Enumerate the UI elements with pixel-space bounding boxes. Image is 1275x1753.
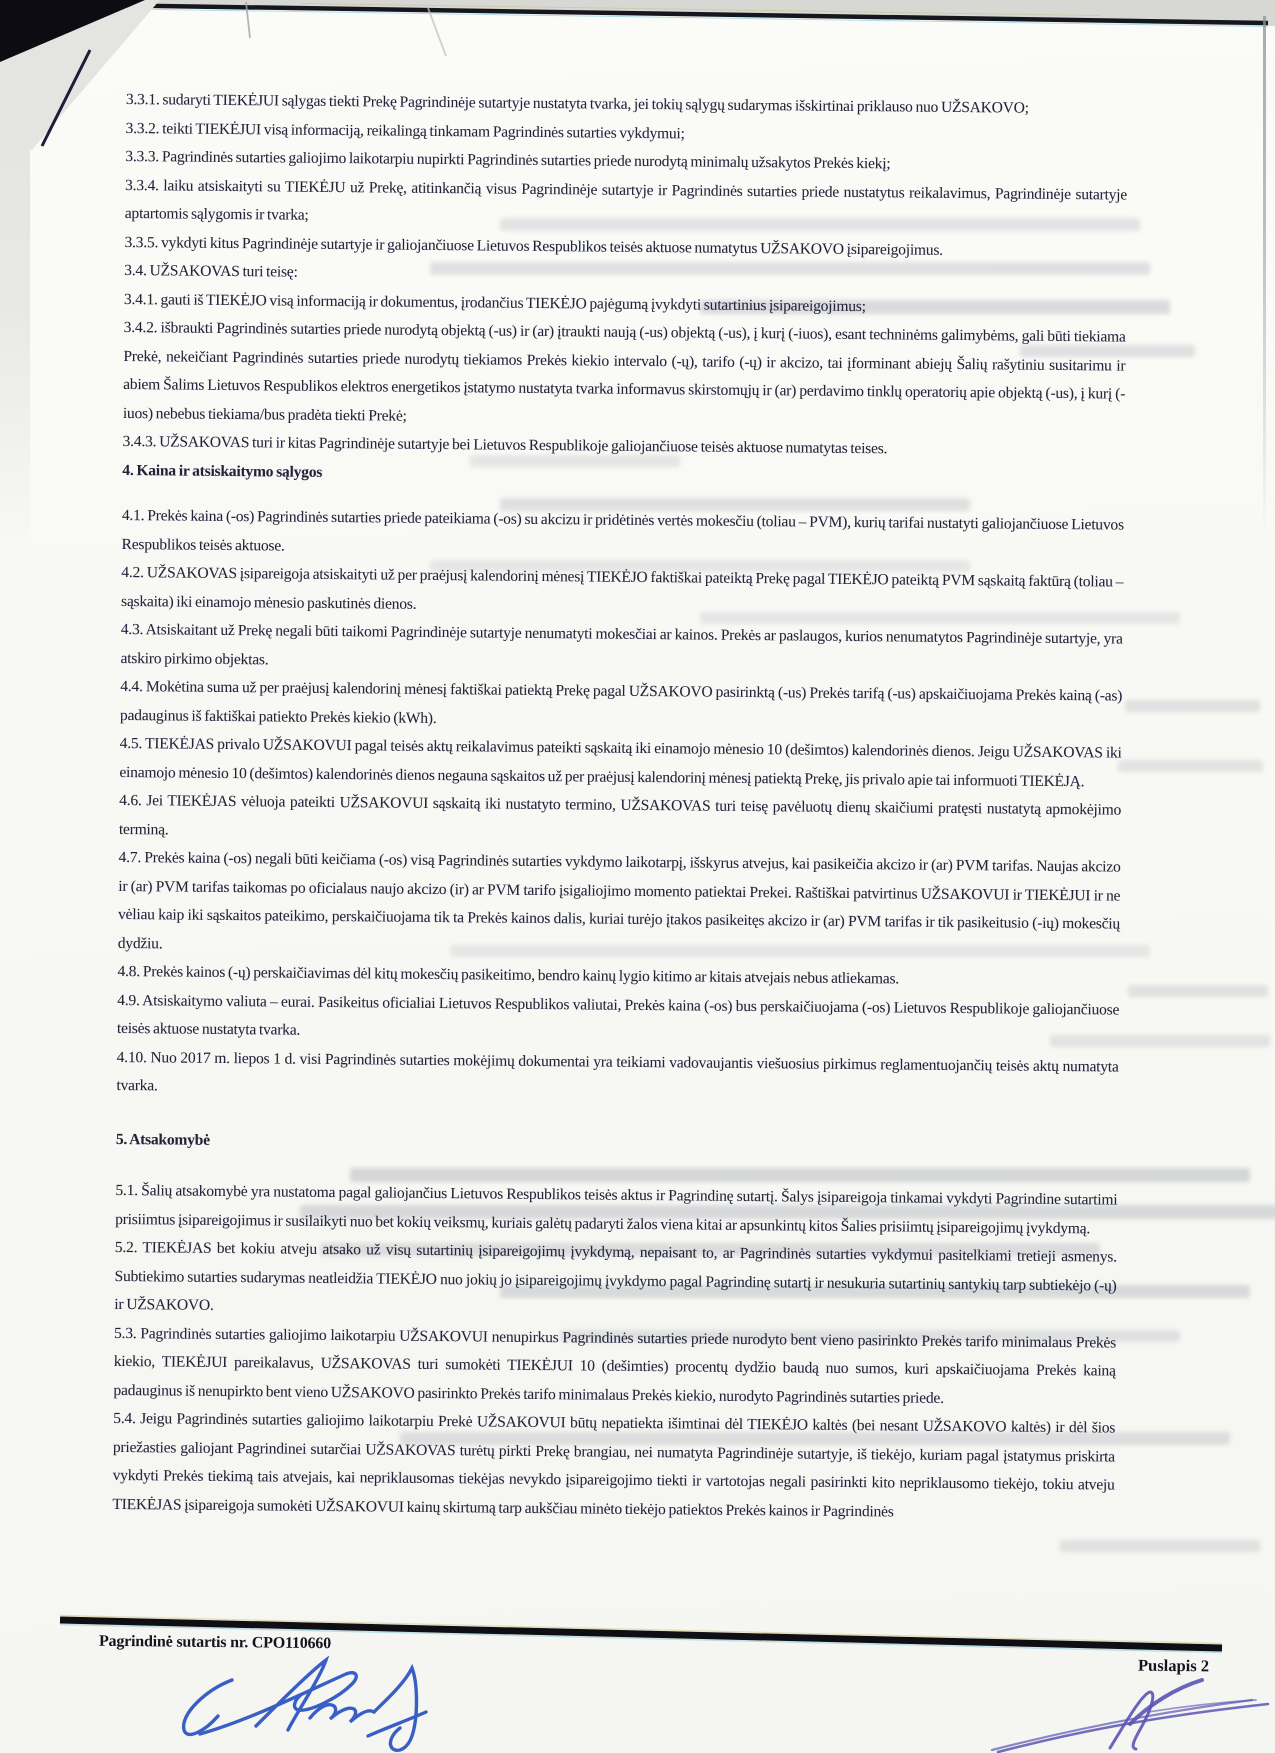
contract-number-label: Pagrindinė sutartis nr. CPO110660: [98, 1632, 332, 1653]
contract-clause: 4.5. TIEKĖJAS privalo UŽSAKOVUI pagal teisės aktų reikalavimus pateikti sąskaitą iki einamojo mėnesio 10 (dešimtos) kalendorinės dienos. Jeigu UŽSAKOVAS iki einamojo mėnesio 10 (dešimtos) kalendorinės dienos negauna sąskaitos už per praėjusį kalendorinį mėnesį patiektą Prekę, jis privalo apie tai informuoti TIEKĖJĄ.: [119, 734, 1122, 790]
contract-clause: 3.4. UŽSAKOVAS turi teisę:: [124, 261, 298, 281]
contract-clause: 3.4.3. UŽSAKOVAS turi ir kitas Pagrindinėje sutartyje bei Lietuvos Respublikoje galiojančiuose teisės aktuose numatytas teises.: [122, 432, 888, 458]
handwritten-signature-left: [160, 1656, 490, 1753]
contract-clause: 5.3. Pagrindinės sutarties galiojimo laikotarpiu UŽSAKOVUI nenupirkus Pagrindinės sutarties priede nurodyto bent vieno pasirinkto Prekės tarifo minimalaus Prekės kiekio, TIEKĖJUI pareikalavus, UŽSAKOVAS turi sumokėti TIEKĖJUI 10 (dešimties) procentų dydžio baudą nuo sumos, kuri apskaičiuojama Prekės kainą padauginus iš nenupirkto bent vieno UŽSAKOVO pasirinkto Prekės tarifo minimalaus Prekės kiekio, nurodyto Pagrindinės sutarties priede.: [113, 1324, 1117, 1407]
contract-clause: 4.1. Prekės kaina (-os) Pagrindinės sutarties priede pateikiama (-os) su akcizu ir pridėtinės vertės mokesčiu (toliau – PVM), kurių tarifai nustatyti galiojančiuose Lietuvos Respublikos teisės aktuose.: [121, 506, 1124, 555]
contract-clause: 3.3.5. vykdyti kitus Pagrindinėje sutartyje ir galiojančiuose Lietuvos Respublikos teisės aktuose numatytus UŽSAKOVO įsipareigojimus.: [124, 233, 943, 259]
bleedthrough-ghost-line: [1128, 985, 1268, 997]
contract-clause: 4.3. Atsiskaitant už Prekę negali būti taikomi Pagrindinėje sutartyje nenumatyti mokesčiai ar kainos. Prekės ar paslaugos, kurios nenumatytos Pagrindinėje sutartyje, yra atskiro pirkimo objektas.: [120, 620, 1123, 668]
contract-clause: 3.4.2. išbraukti Pagrindinės sutarties priede nurodytą objektą (-us) ir (ar) įtraukti naują (-us) objektą (-us), į kurį (-iuos), esant techninėms galimybėms, gali būti tiekiama Prekė, nekeičiant Pagrindinės sutarties priede nurodytų tiekiamos Prekės kiekio intervalo (-ų), tarifo (-ų) ir akcizo, tai įforminant abiejų Šalių rašytiniu susitarimu ir abiem Šalims Lietuvos Respublikos elektros energetikos įstatymo nustatyta tvarka informavus skirstomųjų ir (ar) perdavimo tinklų operatorių apie objektą (-us), į kurį (-iuos) nebebus tiekiama/bus pradėta tiekti Prekė;: [122, 318, 1126, 425]
contract-clause: 4.4. Mokėtina suma už per praėjusį kalendorinį mėnesį faktiškai patiektą Prekę pagal UŽSAKOVO pasirinktą (-us) Prekės tarifą (-us) apskaičiuojama Prekės kainą (-as) padauginus iš faktiškai patiekto Prekės kiekio (kWh).: [119, 677, 1123, 727]
handwritten-signature-right: [990, 1678, 1275, 1753]
contract-body: [112, 86, 1128, 1529]
contract-clause: 3.3.2. teikti TIEKĖJUI visą informaciją, reikalingą tinkamam Pagrindinės sutarties vykdymui;: [125, 119, 685, 142]
contract-clause: 3.3.3. Pagrindinės sutarties galiojimo laikotarpiu nupirkti Pagrindinės sutarties priede nurodytą minimalų užsakytos Prekės kiekį;: [125, 147, 891, 173]
contract-clause: 3.3.4. laiku atsiskaityti su TIEKĖJU už Prekę, atitinkančią visus Pagrindinėje sutartyje ir Pagrindinės sutarties priede nustatytus reikalavimus, Pagrindinėje sutartyje aptartomis sąlygomis ir tvarka;: [124, 176, 1128, 224]
section-heading: 5. Atsakomybė: [115, 1130, 210, 1149]
contract-clause: 3.4.1. gauti iš TIEKĖJO visą informaciją ir dokumentus, įrodančius TIEKĖJO pajėgumą įvykdyti sutartinius įsipareigojimus;: [123, 290, 866, 315]
contract-clause: 4.7. Prekės kaina (-os) negali būti keičiama (-os) visą Pagrindinės sutarties vykdymo laikotarpį, išskyrus atvejus, kai pasikeičia akcizo ir (ar) PVM tarifas. Naujas akcizo ir (ar) PVM tarifas taikomas po oficialaus naujo akcizo (ir) ar PVM tarifo įsigaliojimo momento patiektai Prekei. Raštiškai patvirtinus UŽSAKOVUI ir TIEKĖJUI ir ne vėliau kaip iki sąskaitos pateikimo, perskaičiuojama tik ta Prekės kainos dalis, kuriai turėjo įtakos pasikeitęs akcizo ir (ar) PVM tarifas ir tik pasikeitusio (-ių) mokesčių dydžiu.: [117, 848, 1121, 952]
bleedthrough-ghost-line: [1060, 1540, 1260, 1552]
contract-clause: 4.9. Atsiskaitymo valiuta – eurai. Pasikeitus oficialiai Lietuvos Respublikos valiutai, Prekės kaina (-os) bus perskaičiuojama (-os) Lietuvos Respublikoje galiojančiuose teisės aktuose nustatyta tvarka.: [116, 991, 1120, 1039]
contract-clause: 4.2. UŽSAKOVAS įsipareigoja atsiskaityti už per praėjusį kalendorinį mėnesį TIEKĖJO faktiškai pateiktą Prekę pagal TIEKĖJO pateiktą PVM sąskaitą faktūrą (toliau – sąskaita) iki einamojo mėnesio paskutinės dienos.: [120, 563, 1124, 613]
contract-clause: 5.4. Jeigu Pagrindinės sutarties galiojimo laikotarpiu Prekė UŽSAKOVUI būtų nepatiekta išimtinai dėl TIEKĖJO kaltės (bei nesant UŽSAKOVO kaltės) ir dėl šios priežasties galiojant Pagrindinei sutarčiai UŽSAKOVAS turėtų pirkti Prekę brangiau, nei numatyta Pagrindinėje sutartyje, iš tiekėjo, kuriam pagal įstatymus priskirta vykdyti Prekės tiekimą tais atvejais, kai nepriklausomas tiekėjas nevykdo įsipareigojimo tiekti ir vartotojas negali pasirinkti kito nepriklausomo tiekėjo, tokiu atveju TIEKĖJAS įsipareigoja sumokėti UŽSAKOVUI kainų skirtumą tarp aukščiau minėto tiekėjo patiektos Prekės kainos ir Pagrindinės: [112, 1409, 1116, 1520]
contract-clause: 3.3.1. sudaryti TIEKĖJUI sąlygas tiekti Prekę Pagrindinėje sutartyje nustatyta tvarka, jei tokių sąlygų sudarymas išskirtinai priklauso nuo UŽSAKOVO;: [125, 90, 1029, 117]
contract-clause: 4.10. Nuo 2017 m. liepos 1 d. visi Pagrindinės sutarties mokėjimų dokumentai yra teikiami vadovaujantis viešuosius pirkimus reglamentuojančių teisės aktų numatyta tvarka.: [116, 1048, 1119, 1095]
contract-clause: 5.2. TIEKĖJAS bet kokiu atveju atsako už visų sutartinių įsipareigojimų įvykdymą, nepaisant to, ar Pagrindinės sutarties vykdymui pasitelkiami tretieji asmenys. Subtiekimo sutarties sudarymas neatleidžia TIEKĖJO nuo jokių jo įsipareigojimų įvykdymo pagal Pagrindinę sutartį ir nesukuria sutartinių santykių tarp subtiekėjo (-ų) ir UŽSAKOVO.: [114, 1238, 1117, 1314]
page-number-label: Puslapis 2: [1137, 1655, 1210, 1676]
bleedthrough-ghost-line: [1125, 700, 1260, 712]
page-right-edge-shadow: [1263, 16, 1266, 536]
contract-clause: 4.8. Prekės kainos (-ų) perskaičiavimas dėl kitų mokesčių pasikeitimo, bendro kainų lygio kitimo ar kitais atvejais nebus atliekamas.: [117, 962, 900, 988]
contract-clause: 5.1. Šalių atsakomybė yra nustatoma pagal galiojančius Lietuvos Respublikos teisės aktus ir Pagrindinę sutartį. Šalys įsipareigoja tinkamai vykdyti Pagrindine sutartimi prisiimtus įsipareigojimus ir susilaikyti nuo bet kokių veiksmų, kuriais galėtų padaryti žalos viena kitai ar apsunkintų kitos Šalies prisiimtų įsipareigojimų įvykdymą.: [115, 1181, 1118, 1237]
bleedthrough-ghost-line: [1118, 760, 1263, 772]
contract-clause: 4.6. Jei TIEKĖJAS vėluoja pateikti UŽSAKOVUI sąskaitą iki nustatyto termino, UŽSAKOVAS turi teisę pavėluotų dienų skaičiumi pratęsti nustatytą apmokėjimo terminą.: [118, 791, 1122, 838]
section-heading: 4. Kaina ir atsiskaitymo sąlygos: [122, 461, 323, 481]
